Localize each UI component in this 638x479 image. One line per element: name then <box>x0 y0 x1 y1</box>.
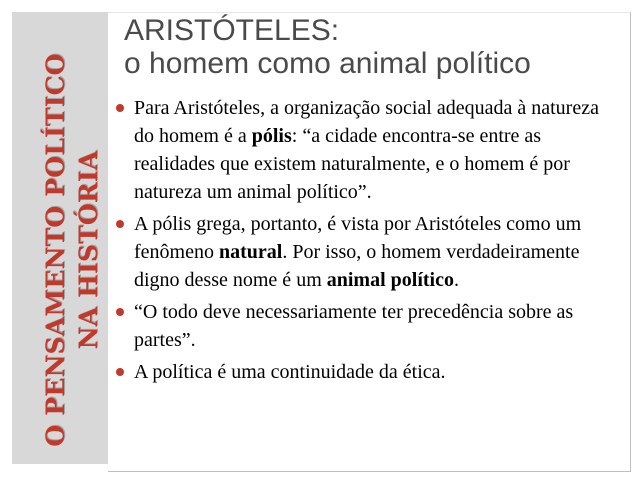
bullet-item-1 <box>116 94 621 206</box>
bullet-dot-icon <box>116 308 124 316</box>
title-line1: ARISTÓTELES: <box>124 14 340 47</box>
bullet-item-2 <box>116 210 621 294</box>
title-line2: o homem como animal político <box>124 47 531 80</box>
sidebar-heading <box>39 53 105 446</box>
bullet-4-text: A política é uma continuidade da ética. <box>134 361 446 383</box>
bullet-2-text-a: A pólis grega, portanto, é vista por Aristóteles como um fenômeno <box>134 213 582 263</box>
bullet-dot-icon <box>116 220 124 228</box>
bullet-dot-icon <box>116 104 124 112</box>
sidebar-heading-line2: NA HISTÓRIA <box>74 150 103 350</box>
sidebar-heading-line1: O PENSAMENTO POLÍTICO <box>41 53 70 447</box>
bullet-2-text-b: . Por isso, o homem verdadeiramente digno desse nome é um <box>134 241 580 291</box>
slide-title <box>124 14 531 80</box>
bullet-1-text-a: Para Aristóteles, a organização social adequada à natureza do homem é a <box>134 97 599 147</box>
bullet-3-text: “O todo deve necessariamente ter precedência sobre as partes”. <box>134 301 574 351</box>
bullet-2-bold-animal-politico: animal político <box>326 269 454 291</box>
bullet-dot-icon <box>116 368 124 376</box>
bullet-item-4 <box>116 358 621 386</box>
bullet-1-bold-polis: pólis <box>251 125 292 147</box>
bullet-1-text-b: : “a cidade encontra-se entre as realidades que existem naturalmente, e o homem é por natureza um animal político”. <box>134 125 570 203</box>
sidebar-panel <box>12 12 108 464</box>
bullet-2-text-c: . <box>453 269 459 291</box>
bullet-item-3 <box>116 298 621 354</box>
bullet-list <box>116 94 621 390</box>
bullet-2-bold-natural: natural <box>218 241 283 263</box>
